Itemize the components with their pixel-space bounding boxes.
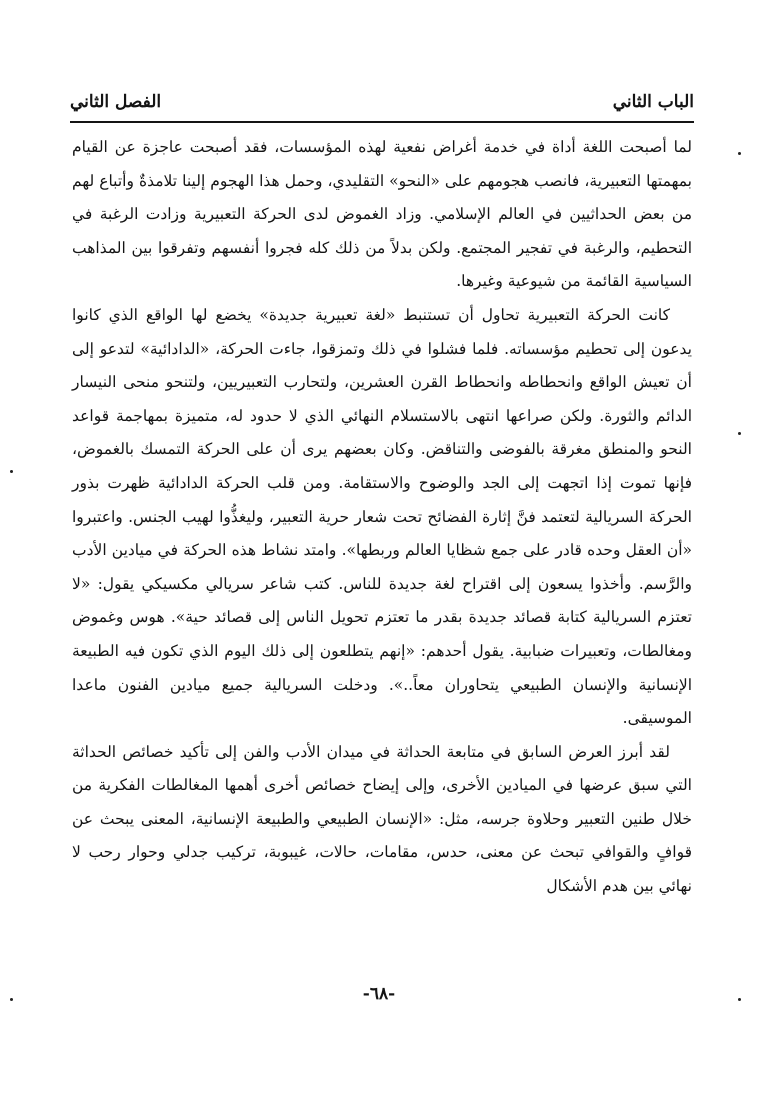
header-rule [70,121,694,123]
scan-mark [738,152,741,155]
paragraph-2: كانت الحركة التعبيرية تحاول أن تستنبط «لغة تعبيرية جديدة» يخضع لها الواقع الذي كانوا يدعون إلى تحطيم مؤسساته. فلما فشلوا في ذلك وتمزقوا، جاءت الحركة، «الدادائية» لتدعو إلى أن تعيش الواقع وانحطاطه وانحطاط القرن العشرين، ولتحارب التعبيريين، ولتنحو منحى النيسار الدائم والثورة. ولكن صراعها انتهى بالاستسلام النهائي الذي لا حدود له، متميزة بمهاجمة قواعد النحو والمنطق مغرقة بالفوضى والتناقض. وكان بعضهم يرى أن على الحركة التمسك بالغموض، فإنها تموت إذا اتجهت إلى الجد والوضوح والاستقامة. ومن قلب الحركة الدادائية ظهرت بذور الحركة السريالية لتعتمد فنَّ إثارة الفضائح تحت شعار حرية التعبير، وليغذُّوا لهيب الجنس. واعتبروا «أن العقل وحده قادر على جمع شظايا العالم وربطها». وامتد نشاط هذه الحركة في ميادين الأدب والرَّسم. وأخذوا يسعون إلى اقتراح لغة جديدة للناس. كتب شاعر سريالي مكسيكي يقول: «لا تعتزم السريالية كتابة قصائد جديدة بقدر ما تعتزم تحويل الناس إلى قصائد حية». هوس وغموض ومغالطات، وتعبيرات ضبابية. يقول أحدهم: «إنهم يتطلعون إلى ذلك اليوم الذي تكون فيه الطبيعة الإنسانية والإنسان الطبيعي يتحاوران معاً..». ودخلت السريالية جميع ميادين الفنون ماعدا الموسيقى. [72,305,692,728]
scan-mark [10,470,13,473]
paragraph-3: لقد أبرز العرض السابق في متابعة الحداثة في ميدان الأدب والفن إلى تأكيد خصائص الحداثة التي سبق عرضها في الميادين الأخرى، وإلى إيضاح خصائص أخرى أهمها المغالطات الفكرية من خلال طنين التعبير وحلاوة جرسه، مثل: «الإنسان الطبيعي والطبيعة الإنسانية، المعنى يبحث عن قوافٍ والقوافي تبحث عن معنى، حدس، مقامات، حالات، غيبوبة، تركيب جدلي وحوار رحب لا نهائي بين هدم الأشكال [72,742,692,896]
scan-mark [738,998,741,1001]
scan-mark [10,998,13,1001]
scan-mark [738,432,741,435]
paragraph-1: لما أصبحت اللغة أداة في خدمة أغراض نفعية لهذه المؤسسات، فقد أصبحت عاجزة عن القيام بمهمتها التعبيرية، فانصب هجومهم على «النحو» التقليدي، وحمل هذا الهجوم إلينا تلامذةٌ وأتباع لهم من بعض الحداثيين في العالم الإسلامي. وزاد الغموض لدى الحركة التعبيرية وزادت الرغبة في التحطيم، والرغبة في تفجير المجتمع. ولكن بدلاً من ذلك كله فجروا أنفسهم وتفرقوا بين المذاهب السياسية القائمة من شيوعية وغيرها. [72,138,692,291]
page-number: -٦٨- [362,984,396,1004]
chapter-title: الباب الثاني [612,92,694,112]
body-text [72,131,692,904]
section-title: الفصل الثاني [70,92,162,112]
running-header [70,86,694,118]
